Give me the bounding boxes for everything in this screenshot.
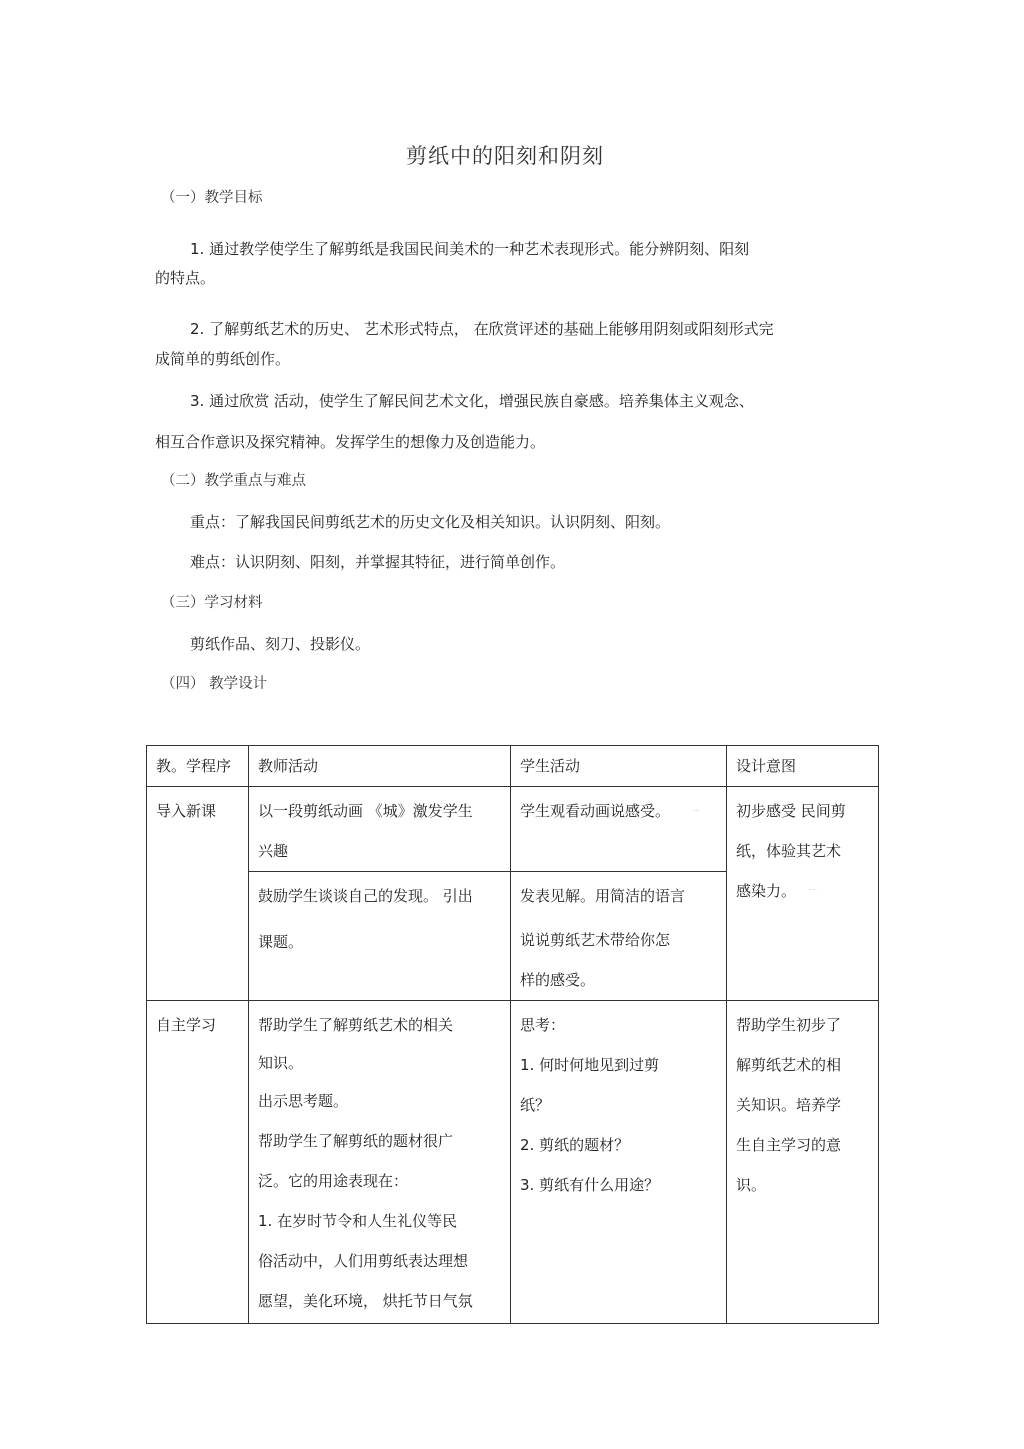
cell-student-self-study: 思考： 1. 何时何地见到过剪 纸？ 2. 剪纸的题材？ 3. 剪纸有什么用途？: [511, 1001, 727, 1324]
materials-text: 剪纸作品、刻刀、投影仪。: [190, 635, 371, 653]
section-heading-key-points: （二）教学重点与难点: [161, 473, 306, 489]
cell-intent-self-study: 帮助学生初步了 解剪纸艺术的相 关知识。培养学 生自主学习的意 识。: [727, 1001, 879, 1324]
objective-2-line-1: 2. 了解剪纸艺术的历史、 艺术形式特点， 在欣赏评述的基础上能够用阴刻或阳刻形式完: [190, 320, 774, 338]
objective-1-line-2: 的特点。: [155, 269, 216, 287]
cell-stage-self-study: 自主学习: [147, 1001, 249, 1324]
key-point-text: 重点：了解我国民间剪纸艺术的历史文化及相关知识。认识阴刻、阳刻。: [190, 513, 671, 531]
scan-artifact-mark: ·· ···: [809, 887, 817, 892]
cell-intent-intro: 初步感受 民间剪 纸，体验其艺术 感染力。 ·· ···: [727, 787, 879, 1001]
page-title: 剪纸中的阳刻和阴刻: [406, 144, 604, 168]
cell-teacher-self-study: 帮助学生了解剪纸艺术的相关 知识。 出示思考题。 帮助学生了解剪纸的题材很广 泛。它的用途表现在： 1. 在岁时节令和人生礼仪等民 俗活动中，人们用剪纸表达理想 愿望，美化环境， 烘托节日气氛: [249, 1001, 511, 1324]
objective-3-line-2: 相互合作意识及探究精神。发挥学生的想像力及创造能力。: [155, 433, 546, 451]
cell-student-intro-a: 学生观看动画说感受。 ·····: [511, 787, 727, 872]
table-header-row: [147, 746, 879, 787]
table-row: [147, 787, 879, 872]
section-heading-materials: （三）学习材料: [161, 595, 263, 611]
header-cell-intent: 设计意图: [727, 746, 879, 787]
cell-student-intro-b: 发表见解。用简洁的语言 说说剪纸艺术带给你怎 样的感受。: [511, 872, 727, 1001]
objective-3-line-1: 3. 通过欣赏 活动，使学生了解民间艺术文化，增强民族自豪感。培养集体主义观念、: [190, 392, 754, 410]
cell-teacher-intro-a: 以一段剪纸动画 《城》激发学生 兴趣: [249, 787, 511, 872]
objective-2-line-2: 成简单的剪纸创作。: [155, 350, 291, 368]
teaching-design-table: [146, 745, 879, 1324]
difficult-point-text: 难点：认识阴刻、阳刻，并掌握其特征，进行简单创作。: [190, 553, 566, 571]
scan-artifact-mark: ·····: [693, 808, 700, 813]
cell-teacher-intro-b: 鼓励学生谈谈自己的发现。 引出 课题。: [249, 872, 511, 1001]
section-heading-design: （四） 教学设计: [161, 676, 268, 692]
table-row: [147, 1001, 879, 1324]
cell-stage-intro: 导入新课: [147, 787, 249, 1001]
objective-1-line-1: 1. 通过教学使学生了解剪纸是我国民间美术的一种艺术表现形式。能分辨阴刻、阳刻: [190, 240, 750, 258]
header-cell-student: 学生活动: [511, 746, 727, 787]
section-heading-objectives: （一）教学目标: [161, 190, 263, 206]
header-cell-teacher: 教师活动: [249, 746, 511, 787]
header-cell-stage: 教。学程序: [147, 746, 249, 787]
